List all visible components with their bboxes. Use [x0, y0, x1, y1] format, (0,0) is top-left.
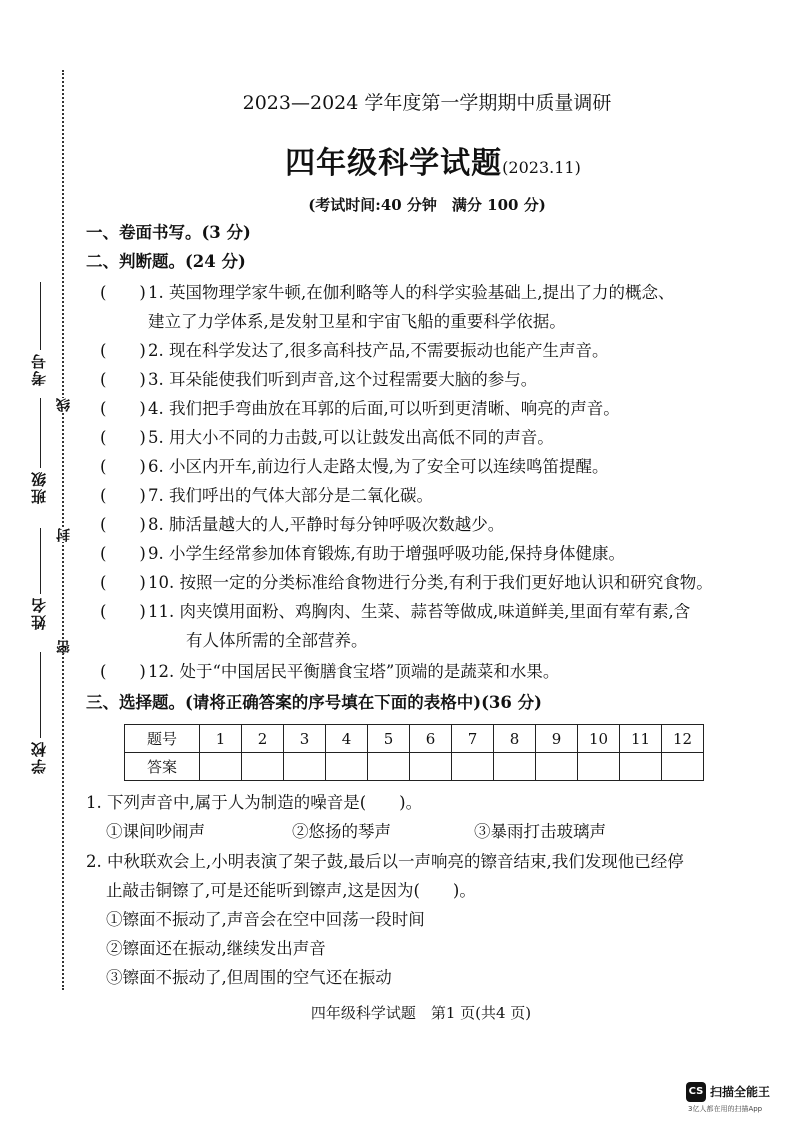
judge-item-text: 11. 肉夹馍用面粉、鸡胸肉、生菜、蒜苔等做成,味道鲜美,里面有荤有素,含 [148, 602, 691, 621]
answer-cell[interactable] [326, 753, 368, 781]
judge-item-text: 5. 用大小不同的力击鼓,可以让鼓发出高低不同的声音。 [148, 428, 554, 447]
answer-paren[interactable]: ( ) [100, 486, 146, 505]
question-number-cell: 10 [578, 725, 620, 753]
answer-cell[interactable] [452, 753, 494, 781]
question-number-cell: 7 [452, 725, 494, 753]
answer-cell[interactable] [536, 753, 578, 781]
answer-paren[interactable]: ( ) [100, 662, 146, 681]
name-blank[interactable] [40, 528, 41, 594]
judge-item-1-cont: 建立了力学体系,是发射卫星和宇宙飞船的重要科学依据。 [148, 312, 566, 331]
seal-line-char: 线 [56, 398, 72, 412]
answer-cell[interactable] [620, 753, 662, 781]
answer-paren[interactable]: ( ) [100, 457, 146, 476]
judge-item-4 [100, 398, 620, 420]
question-number-cell: 5 [368, 725, 410, 753]
exam-title-date: (2023.11) [502, 158, 581, 177]
question-number-cell: 3 [284, 725, 326, 753]
choice-q1-option-3: ③暴雨打击玻璃声 [474, 822, 606, 841]
judge-item-3 [100, 369, 537, 391]
question-number-cell: 1 [200, 725, 242, 753]
choice-q2-option-3: ③镲面不振动了,但周围的空气还在振动 [106, 968, 392, 987]
judge-item-11 [100, 601, 690, 623]
judge-item-9 [100, 543, 625, 565]
answer-paren[interactable]: ( ) [100, 283, 146, 302]
answer-table [124, 724, 704, 781]
answer-paren[interactable]: ( ) [100, 428, 146, 447]
choice-q1-stem: 1. 下列声音中,属于人为制造的噪音是( )。 [86, 793, 423, 812]
answer-row [125, 753, 704, 781]
name-label: 姓名 [30, 596, 48, 630]
judge-item-2 [100, 340, 608, 362]
exam-number-label: 考号 [30, 352, 48, 386]
answer-cell[interactable] [242, 753, 284, 781]
question-number-cell: 11 [620, 725, 662, 753]
exam-title [0, 138, 794, 182]
judge-item-text: 8. 肺活量越大的人,平静时每分钟呼吸次数越少。 [148, 515, 505, 534]
answer-paren[interactable]: ( ) [100, 602, 146, 621]
answer-cell[interactable] [368, 753, 410, 781]
seal-seal-char: 封 [56, 528, 72, 542]
school-year-heading: 2023—2024 学年度第一学期期中质量调研 [242, 92, 612, 114]
answer-cell[interactable] [200, 753, 242, 781]
answer-cell[interactable] [494, 753, 536, 781]
judge-item-11-cont: 有人体所需的全部营养。 [186, 631, 368, 650]
answer-cell[interactable] [284, 753, 326, 781]
answer-paren[interactable]: ( ) [100, 515, 146, 534]
school-label: 学校 [30, 740, 48, 774]
judge-item-text: 9. 小学生经常参加体育锻炼,有助于增强呼吸功能,保持身体健康。 [148, 544, 625, 563]
judge-item-text: 6. 小区内开车,前边行人走路太慢,为了安全可以连续鸣笛提醒。 [148, 457, 609, 476]
camscanner-logo-icon: CS [686, 1082, 706, 1102]
answer-paren[interactable]: ( ) [100, 341, 146, 360]
section1-heading: 一、卷面书写。(3 分) [86, 223, 251, 242]
choice-q2-stem-line2: 止敲击铜镲了,可是还能听到镲声,这是因为( )。 [106, 881, 476, 900]
choice-q2-stem-line1: 2. 中秋联欢会上,小明表演了架子鼓,最后以一声响亮的镲音结束,我们发现他已经停 [86, 852, 684, 871]
judge-item-text: 4. 我们把手弯曲放在耳郭的后面,可以听到更清晰、响亮的声音。 [148, 399, 620, 418]
judge-item-text: 12. 处于“中国居民平衡膳食宝塔”顶端的是蔬菜和水果。 [148, 662, 560, 681]
watermark-tagline: 3亿人都在用的扫描App [688, 1105, 763, 1113]
class-label: 班级 [30, 470, 48, 504]
answer-paren[interactable]: ( ) [100, 399, 146, 418]
class-blank[interactable] [40, 398, 41, 468]
judge-item-10 [100, 572, 713, 594]
answer-cell[interactable] [578, 753, 620, 781]
answer-cell[interactable] [662, 753, 704, 781]
question-number-cell: 2 [242, 725, 284, 753]
question-number-cell: 12 [662, 725, 704, 753]
judge-item-7 [100, 485, 433, 507]
judge-item-12 [100, 661, 559, 683]
seal-secret-char: 密 [56, 640, 72, 654]
question-number-row [125, 725, 704, 753]
school-blank[interactable] [40, 652, 41, 738]
answer-paren[interactable]: ( ) [100, 573, 146, 592]
judge-item-text: 7. 我们呼出的气体大部分是二氧化碳。 [148, 486, 433, 505]
question-number-cell: 4 [326, 725, 368, 753]
answer-paren[interactable]: ( ) [100, 370, 146, 389]
question-number-cell: 6 [410, 725, 452, 753]
exam-info: (考试时间:40 分钟 满分 100 分) [308, 196, 546, 214]
judge-item-text: 10. 按照一定的分类标准给食物进行分类,有利于我们更好地认识和研究食物。 [148, 573, 713, 592]
judge-item-1 [100, 282, 674, 304]
section3-heading: 三、选择题。(请将正确答案的序号填在下面的表格中)(36 分) [86, 693, 542, 712]
judge-item-text: 2. 现在科学发达了,很多高科技产品,不需要振动也能产生声音。 [148, 341, 609, 360]
page-footer: 四年级科学试题 第1 页(共4 页) [310, 1004, 532, 1022]
question-number-cell: 8 [494, 725, 536, 753]
answer-label: 答案 [125, 753, 200, 781]
choice-q1-option-1: ①课间吵闹声 [106, 822, 205, 841]
exam-number-blank[interactable] [40, 282, 41, 350]
judge-item-6 [100, 456, 608, 478]
section2-heading: 二、判断题。(24 分) [86, 252, 246, 271]
question-number-label: 题号 [125, 725, 200, 753]
choice-q2-option-2: ②镲面还在振动,继续发出声音 [106, 939, 326, 958]
exam-title-text: 四年级科学试题 [285, 146, 503, 181]
judge-item-text: 3. 耳朵能使我们听到声音,这个过程需要大脑的参与。 [148, 370, 538, 389]
watermark-name: 扫描全能王 [710, 1085, 771, 1099]
choice-q1-option-2: ②悠扬的琴声 [292, 822, 391, 841]
answer-cell[interactable] [410, 753, 452, 781]
question-number-cell: 9 [536, 725, 578, 753]
choice-q2-option-1: ①镲面不振动了,声音会在空中回荡一段时间 [106, 910, 425, 929]
judge-item-text: 1. 英国物理学家牛顿,在伽利略等人的科学实验基础上,提出了力的概念、 [148, 283, 675, 302]
judge-item-8 [100, 514, 504, 536]
answer-paren[interactable]: ( ) [100, 544, 146, 563]
judge-item-5 [100, 427, 554, 449]
